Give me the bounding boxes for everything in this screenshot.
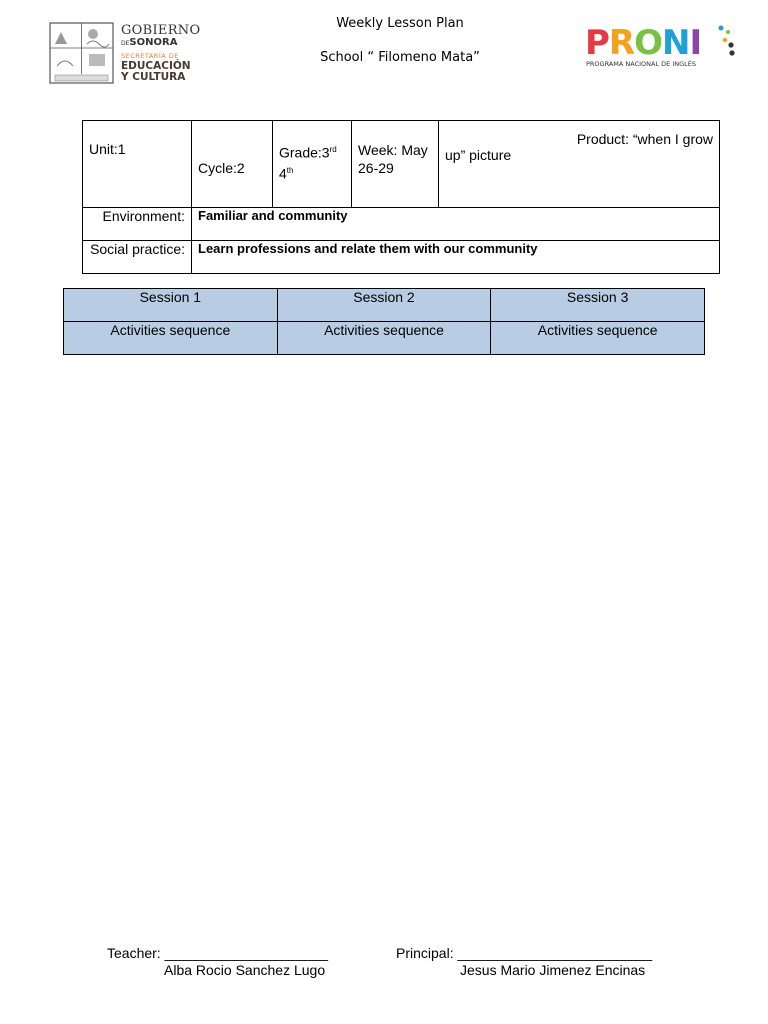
sessions-table (63, 288, 705, 355)
teacher-name: Alba Rocio Sanchez Lugo (164, 962, 326, 978)
sonora-logo (49, 22, 199, 84)
teacher-signature-line: Teacher: _____________________ (107, 945, 329, 961)
session-1-title: Session 1 (64, 289, 278, 322)
environment-label: Environment: (83, 208, 192, 241)
logo-sonora-text: DESONORA (121, 37, 178, 48)
proni-letter: N (662, 23, 690, 63)
session-2-activities: Activities sequence (277, 322, 491, 355)
session-2-title: Session 2 (277, 289, 491, 322)
proni-letter: R (608, 23, 635, 63)
proni-wordmark (585, 23, 702, 63)
logo-educacion-text: EDUCACIÓN (121, 59, 191, 72)
social-practice-label: Social practice: (83, 241, 192, 274)
principal-name: Jesus Mario Jimenez Encinas (460, 962, 646, 978)
sonora-shield-icon (49, 22, 114, 84)
proni-letter: O (634, 23, 663, 63)
session-3-activities: Activities sequence (491, 322, 705, 355)
logo-gobierno-text: GOBIERNO (121, 23, 201, 38)
proni-subtitle: PROGRAMA NACIONAL DE INGLÉS (586, 60, 697, 68)
proni-letter: I (689, 23, 702, 63)
proni-letter: P (585, 23, 609, 63)
logo-cultura-text: Y CULTURA (121, 71, 186, 83)
lesson-info-table (82, 120, 720, 274)
unit-cell: Unit:1 (83, 121, 192, 208)
proni-dots-icon (715, 24, 737, 58)
social-practice-value: Learn professions and relate them with our community (192, 241, 720, 274)
environment-value: Familiar and community (192, 208, 720, 241)
grade-cell: Grade:3rd 4th (273, 121, 352, 208)
product-cell: Product: “when I grow up” picture (439, 121, 720, 208)
cycle-cell: Cycle:2 (192, 121, 273, 208)
school-name: School “ Filomeno Mata” (320, 50, 480, 65)
week-cell: Week: May 26-29 (352, 121, 439, 208)
logo-secretaria-text: SECRETARÍA DE (121, 52, 179, 60)
proni-logo (585, 24, 740, 74)
principal-signature-line: Principal: _________________________ (396, 945, 653, 961)
session-1-activities: Activities sequence (64, 322, 278, 355)
page-title: Weekly Lesson Plan (336, 16, 464, 31)
session-3-title: Session 3 (491, 289, 705, 322)
